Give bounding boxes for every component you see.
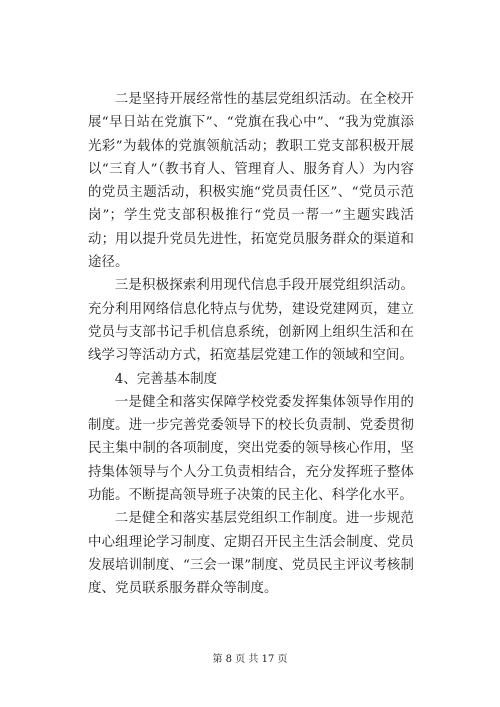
document-body <box>88 88 414 601</box>
page-number-footer: 第 8 页 共 17 页 <box>212 654 288 665</box>
paragraph-collective-leadership: 一是健全和落实保障学校党委发挥集体领导作用的制度。进一步完善党委领导下的校长负责制、党委贯彻民主集中制的各项制度，突出党委的领导核心作用，坚持集体领导与个人分工负责相结合，充分发挥班子整体功能。不断提高领导班子决策的民主化、科学化水平。 <box>88 394 414 504</box>
paragraph-information-means: 三是积极探索利用现代信息手段开展党组织活动。充分利用网络信息化特点与优势，建设党建网页，建立党员与支部书记手机信息系统，创新网上组织生活和在线学习等活动方式，拓宽基层党建工作的领域和空间。 <box>88 278 414 364</box>
paragraph-work-system: 二是健全和落实基层党组织工作制度。进一步规范中心组理论学习制度、定期召开民主生活会制度、党员发展培训制度、“三会一课”制度、党员民主评议考核制度、党员联系服务群众等制度。 <box>88 511 414 597</box>
paragraph-activities: 二是坚持开展经常性的基层党组织活动。在全校开展“早日站在党旗下”、“党旗在我心中”、“我为党旗添光彩”为载体的党旗领航活动；教职工党支部积极开展以“三育人”（教书育人、管理育人、服务育人）为内容的党员主题活动，积极实施“党员责任区”、“党员示范岗”；学生党支部积极推行“党员一帮一”主题实践活动；用以提升党员先进性，拓宽党员服务群众的渠道和途径。 <box>88 92 414 271</box>
section-heading: 4、完善基本制度 <box>114 371 218 387</box>
